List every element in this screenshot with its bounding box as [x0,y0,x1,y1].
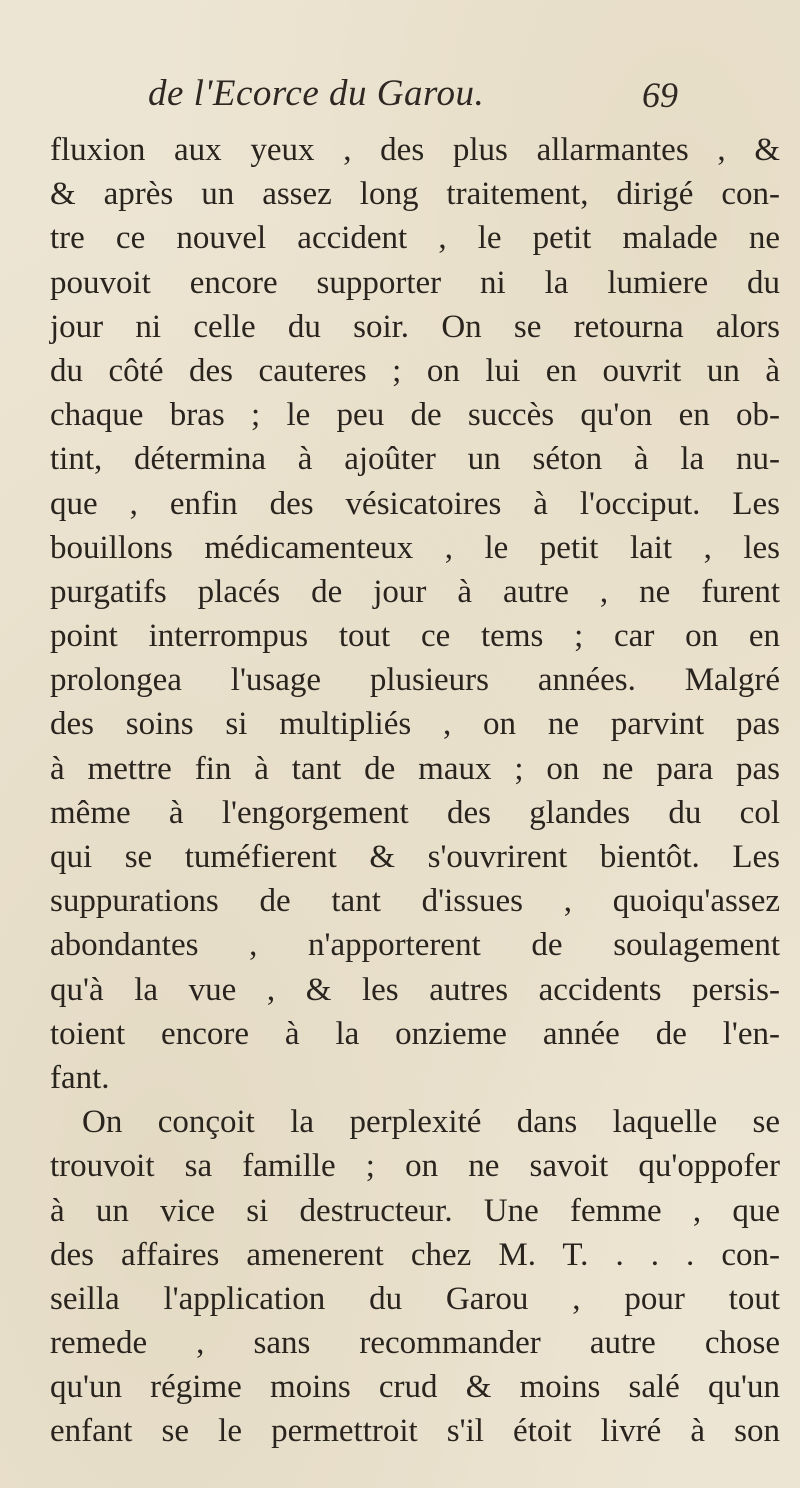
text-line: On conçoit la perplexité dans laquelle se [82,1104,780,1141]
text-line: pouvoit encore supporter ni la lumiere du [50,264,780,301]
text-line: tre ce nouvel accident , le petit malade ne [50,220,780,257]
text-line: suppurations de tant d'issues , quoiqu'assez [50,883,780,920]
text-line: des affaires amenerent chez M. T. . . . con- [50,1236,780,1273]
text-line: jour ni celle du soir. On se retourna alors [50,308,780,345]
page-header [138,72,678,124]
text-line: du côté des cauteres ; on lui en ouvrit un à [50,352,780,389]
text-line: à un vice si destructeur. Une femme , que [50,1192,780,1229]
text-line: chaque bras ; le peu de succès qu'on en ob- [50,397,780,434]
text-line: abondantes , n'apporterent de soulagement [50,927,780,964]
text-line: bouillons médicamenteux , le petit lait , les [50,529,780,566]
text-line: fluxion aux yeux , des plus allarmantes , & [50,132,780,168]
text-line: à mettre fin à tant de maux ; on ne para pas [50,750,780,787]
text-line: que , enfin des vésicatoires à l'occiput. Les [50,485,780,522]
text-line: enfant se le permettroit s'il étoit livré à son [50,1413,780,1450]
text-line: qu'un régime moins crud & moins salé qu'un [50,1369,780,1406]
page-number: 69 [642,75,678,115]
running-title: de l'Ecorce du Garou. [148,73,485,114]
text-line: & après un assez long traitement, dirigé con- [50,176,780,213]
text-line: tint, détermina à ajoûter un séton à la nu- [50,441,780,478]
body-text [50,128,780,1454]
text-line: même à l'engorgement des glandes du col [50,794,780,831]
text-line: point interrompus tout ce tems ; car on en [50,618,780,655]
text-line: trouvoit sa famille ; on ne savoit qu'oppofer [50,1148,780,1185]
text-line: fant. [50,1059,110,1096]
text-line: seilla l'application du Garou , pour tout [50,1280,780,1317]
text-line: purgatifs placés de jour à autre , ne furent [50,573,780,610]
text-line: prolongea l'usage plusieurs années. Malgré [50,662,780,699]
text-line: qui se tuméfierent & s'ouvrirent bientôt. Les [50,839,780,875]
text-line: des soins si multipliés , on ne parvint pas [50,706,780,743]
text-line: remede , sans recommander autre chose [50,1325,780,1362]
text-line: qu'à la vue , & les autres accidents persis- [50,971,780,1008]
text-line: toient encore à la onzieme année de l'en- [50,1015,780,1052]
